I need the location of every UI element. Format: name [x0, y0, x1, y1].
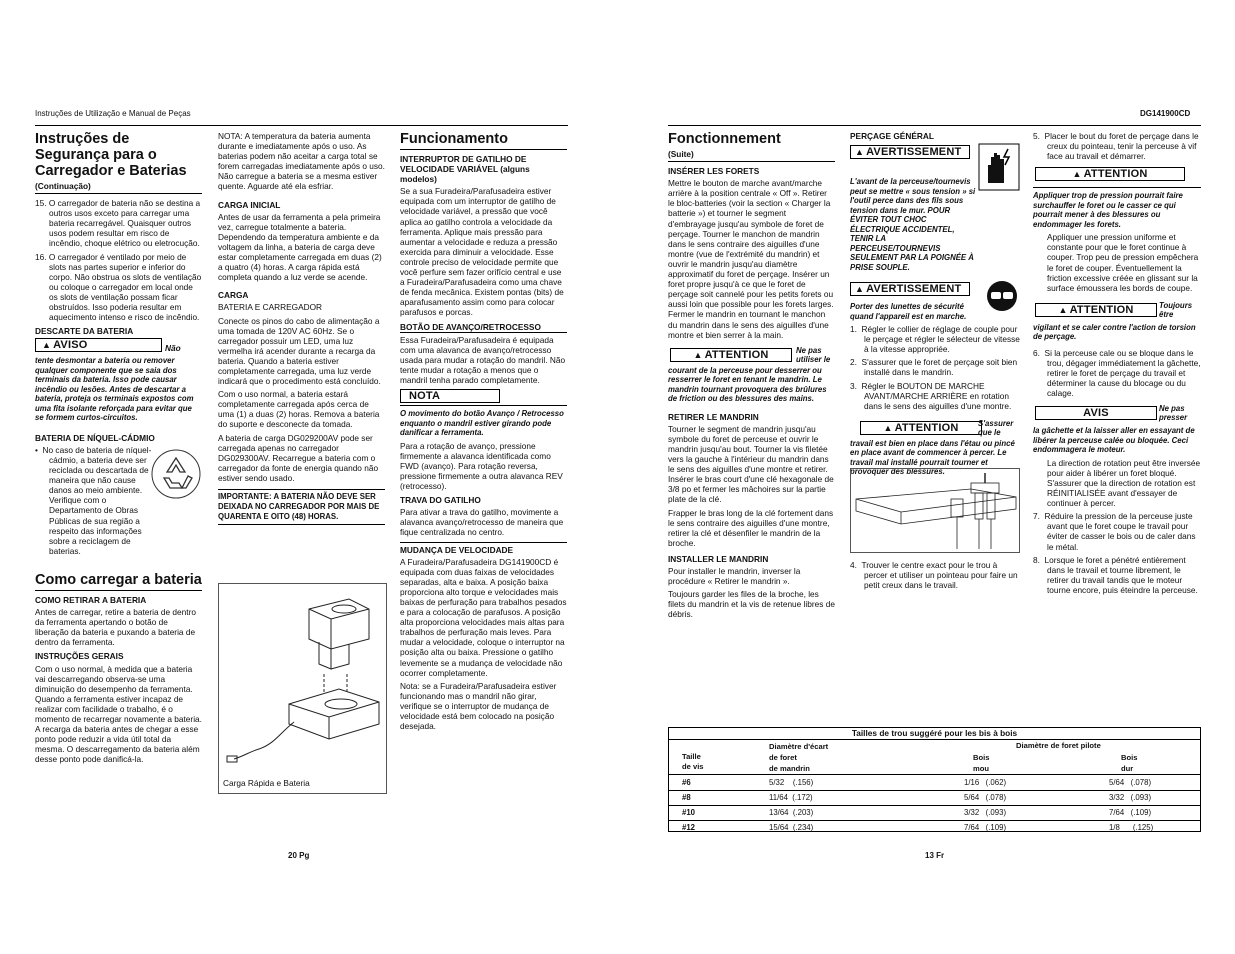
table-row	[668, 776, 1201, 791]
warning-triangle-icon: ▲	[693, 349, 703, 360]
warning-triangle-icon: ▲	[855, 147, 865, 158]
cell-soft: 1/16 (.062)	[964, 778, 1007, 787]
cell-soft: 5/64 (.078)	[964, 793, 1007, 802]
fr-installer-text-2: Toujours garder les files de la broche, les filets du mandrin et la vis de retenue libres de débris.	[668, 589, 835, 620]
pt-niquel-block	[35, 445, 202, 556]
fr-item-1: 1. Régler le collier de réglage de couple pour le perçage et régler le sélecteur de vitesse à la vitesse appropriée.	[850, 324, 1020, 355]
table-row	[668, 791, 1201, 806]
cell-size: #8	[682, 793, 691, 802]
fr-func-title: Fonctionnement	[668, 131, 781, 147]
cell-hard: 1/8 (.125)	[1109, 823, 1154, 832]
fr-item-8: 8. Lorsque le foret a pénétré entièrement dans le travail et tourne librement, le retirer du travail tandis que le moteur tourne encore, puis éteindre la perceuse.	[1033, 554, 1198, 595]
cell-hard: 5/64 (.078)	[1109, 778, 1152, 787]
pt-mudanca-text: A Furadeira/Parafusadeira DG141900CD é equipada com duas faixas de velocidades separadas, alta e baixa. A posição baixa proporciona alto torque e velocidades mais baixas de perfuração para trabalhos pesados e para a colocação de parafusos. A posição alta proporciona velocidades mais altas para trabalhos de perfuração mais leves. Para mudar a velocidade, coloque o interruptor na posição alta ou baixa. Pressione o gatilho levemente se a mudança de velocidade não ocorrer completamente.	[400, 556, 567, 678]
fr-attention-text-4: vigilant et se caler contre l'action de torsion de perçage.	[1033, 322, 1196, 342]
fr-retirer-text-2: Frapper le bras long de la clé fortement dans le sens contraire des aiguilles d'une montre, retirer la clé et désenfiler le mandrin de la broche.	[668, 507, 834, 548]
pt-retirar-text: Antes de carregar, retire a bateria de dentro da ferramenta apertando o botão de liberação da bateria e puxando a bateria de dentro da ferramenta.	[35, 607, 196, 648]
warning-triangle-icon: ▲	[1058, 304, 1068, 315]
cell-soft: 3/32 (.093)	[964, 808, 1007, 817]
pt-safety-title: Instruções de Segurança para o Carregador e Baterias	[35, 131, 187, 179]
header-right: DG141900CD	[1140, 109, 1191, 118]
pt-niquel-heading: BATERIA DE NÍQUEL-CÁDMIO	[35, 432, 155, 443]
th-bois-mou: Bois mou	[973, 753, 990, 773]
header-rule-right	[668, 125, 1201, 126]
pt-gerais-text: Com o uso normal, à medida que a bateria vai descarregando observa-se uma diminuição do desempenho da ferramenta. Quando a ferramenta estiver incapaz de realizar com facilidade o trabalho, é o momento de recarregar novamente a bateria. A recarga da bateria antes de chegar a esse ponto pode reduzir a vida útil total da mesma. O descarregamento da bateria além desse ponto pode danificá-la.	[35, 663, 202, 765]
pt-column-1	[35, 131, 202, 767]
warning-triangle-icon: ▲	[42, 340, 52, 351]
attention-text-start-4: Toujours être	[1159, 300, 1193, 319]
pt-retirar-heading: COMO RETIRAR A BATERIA	[35, 594, 147, 605]
fr-func-subtitle: (Suite)	[668, 149, 835, 162]
fr-avert-row-1	[850, 143, 1020, 181]
attention-text-start-2: S'assurer que le	[978, 418, 1014, 437]
charger-battery-illustration	[219, 584, 386, 774]
pt-mudanca-heading: MUDANÇA DE VELOCIDADE	[400, 542, 567, 555]
cell-clear: 5/32 (.156)	[769, 778, 814, 787]
pt-item-15: 15. O carregador de bateria não se destina a outros usos exceto para carregar uma bateria recarregável. Quaisquer outros usos podem resultar em risco de incêndio, choque elétrico ou eletrocução.	[35, 198, 201, 249]
fr-avis-row	[1033, 404, 1201, 426]
aviso-text-start: Não	[165, 343, 181, 354]
avis-label-box: AVIS	[1035, 406, 1157, 420]
avertissement-label-box-1: ▲ AVERTISSEMENT	[850, 145, 970, 159]
attention-label-box-4: ▲ ATTENTION	[1035, 303, 1157, 317]
cell-clear: 11/64 (.172)	[769, 793, 813, 802]
pt-column-3	[400, 131, 567, 734]
pt-carga-sub: BATERIA E CARREGADOR	[218, 302, 323, 313]
pt-avanco-text-2: Para a rotação de avanço, pressione firmemente a alavanca identificada como FWD (avanço). Para rotação reversa, pressione firmemente a outra alavanca REV (retrocesso).	[400, 440, 563, 492]
drilling-vise-illustration	[851, 469, 1019, 552]
nota-label-box: NOTA	[400, 389, 500, 403]
pt-interruptor-heading: INTERRUPTOR DE GATILHO DE VELOCIDADE VARIÁVEL (alguns modelos)	[400, 154, 530, 185]
charger-figure	[218, 583, 387, 794]
pt-carga-text-3: A bateria de carga DG029200AV pode ser carregada apenas no carregador DG029300AV. Recarregue a bateria com o carregador da fonte de energia quando não estiver sendo usado.	[218, 432, 379, 483]
cell-hard: 7/64 (.109)	[1109, 808, 1152, 817]
nota-rule	[400, 405, 567, 406]
header-rule-left	[35, 125, 568, 126]
attention-rule-3	[1033, 187, 1201, 188]
fr-attention-text-1: courant de la perceuse pour desserrer ou resserrer le foret en tenant le mandrin. Le mandrin tournant provoquera des brûlures de friction ou des blessures des mains.	[668, 365, 827, 404]
cell-soft: 7/64 (.109)	[964, 823, 1007, 832]
fr-item-5: 5. Placer le bout du foret de perçage dans le creux du pointeau, tenir la perceuse à vif face au travail et démarrer.	[1033, 131, 1199, 162]
fr-direction-text: La direction de rotation peut être inversée pour aider à libérer un foret bloqué. S'assurer que la direction de rotation est RÉINITIALISÉE avant d'essayer de continuer à percer.	[1047, 457, 1201, 509]
fr-column-1	[668, 131, 835, 622]
pt-func-title: Funcionamento	[400, 131, 567, 150]
pt-interruptor-text: Se a sua Furadeira/Parafusadeira estiver equipada com um interruptor de gatilho de velocidade variável, a pressão que você aplica ao gatilho controla a velocidade da ferramenta. Aplique mais pressão para aumentar a velocidade e reduza a pressão exercida para diminuir a velocidade. Esse controle preciso de velocidade permite que você perfure sem fazer orifício central e use a Furadeira/Parafusadeira como uma chave de fenda mecânica. Existem pontas (bits) de aparafusamento assim como para colocar parafusos e porcas.	[400, 186, 564, 318]
cell-clear: 13/64 (.203)	[769, 808, 814, 817]
pt-importante: IMPORTANTE: A BATERIA NÃO DEVE SER DEIXADA NO CARREGADOR POR MAIS DE QUARENTA E OITO (48) HORAS.	[218, 489, 385, 525]
pt-mudanca-nota: Nota: se a Furadeira/Parafusadeira estiver funcionando mas o mandril não girar, verifique se o interruptor de mudança de velocidade está bem colocado na posição desejada.	[400, 680, 557, 732]
fr-item-2: 2. S'assurer que le foret de perçage soit bien installé dans le mandrin.	[850, 357, 1018, 378]
fr-installer-text-1: Pour installer le mandrin, inverser la procédure « Retirer le mandrin ».	[668, 566, 801, 587]
cell-clear: 15/64 (.234)	[769, 823, 814, 832]
pt-niquel-text: • No caso de bateria de níquel-cádmio, a bateria deve ser reciclada ou descartada de maneira que não cause danos ao meio ambiente. Verifique com o Departamento de Obras Públicas de sua região a respeito das informações sobre a reciclagem de baterias.	[35, 444, 152, 556]
pt-nota-row	[400, 389, 567, 403]
pt-nota-text: O movimento do botão Avanço / Retrocesso enquanto o mandril estiver girando pode danificar a ferramenta.	[400, 409, 564, 438]
warning-triangle-icon: ▲	[855, 284, 865, 295]
fr-attention-text-2: travail est bien en place dans l'étau ou pincé en place avant de commencer à percer. Le travail mal installé pourrait tourner et provoquer des blessures.	[850, 438, 1015, 477]
fr-pression-text: Appliquer une pression uniforme et constante pour que le foret continue à couper. Trop peu de pression empêchera le foret de couper. Éventuellement la friction excessive créée en glissant sur la surface émoussera les bords de coupe.	[1047, 232, 1199, 293]
pt-inicial-text: Antes de usar da ferramenta a pela primeira vez, carregue totalmente a bateria. Dependendo da temperatura ambiente e da voltagem da linha, a bateria de carga deve estar completamente carregada em duas (2) a quatro (4) horas. A carga rápida está completa quando a luz verde se acende.	[218, 211, 382, 283]
attention-label-box-2: ▲ ATTENTION	[860, 421, 982, 435]
table-title: Tailles de trou suggéré pour les bis à bois	[668, 728, 1201, 740]
table-row	[668, 806, 1201, 821]
electric-shock-hand-icon	[978, 143, 1020, 191]
fr-avert-text-2: Porter des lunettes de sécurité quand l'appareil est en marche.	[850, 302, 967, 321]
pt-trava-heading: TRAVA DO GATILHO	[400, 495, 481, 506]
header-left: Instruções de Utilização e Manual de Peças	[35, 109, 191, 118]
table-body	[668, 776, 1201, 835]
th-bois-dur: Bois dur	[1121, 753, 1138, 773]
pt-page-number: 20 Pg	[288, 851, 310, 860]
pt-column-2	[218, 131, 385, 528]
pt-inicial-heading: CARGA INICIAL	[218, 199, 281, 210]
fr-retirer-text-1: Tourner le segment de mandrin jusqu'au symbole du foret de perceuse et ouvrir le mandrin jusqu'au bout. Tourner la vis filetée vers la gauche à l'intérieur du mandrin dans le sens des aiguilles d'une montre et retirer. Insérer le bras court d'une clé hexagonale de 3/8 po et fermer les mâchoires sur la partie plate de la clé.	[668, 423, 834, 505]
cell-size: #6	[682, 778, 691, 787]
pt-aviso-text: tente desmontar a bateria ou remover qualquer componente que se saia dos terminais da bateria. Isso pode causar incêndio ou lesões. Antes de descartar a bateria, proteja os terminais expostos com uma fita isolante reforçada para evitar que se formem curtos-circuitos.	[35, 356, 194, 423]
pt-item-16: 16. O carregador é ventilado por meio de slots nas partes superior e inferior do corpo. Não obstrua os slots de ventilação ou coloque o carregador em local onde os slots de ventilação possam ficar obstruídos. Isso poderia resultar em aquecimento intenso e risco de incêndio.	[35, 251, 202, 323]
fr-percage-heading: PERÇAGE GÉNÉRAL	[850, 131, 934, 141]
safety-goggles-icon	[986, 280, 1018, 312]
warning-triangle-icon: ▲	[1072, 169, 1082, 180]
cell-size: #12	[682, 823, 696, 832]
fr-installer-heading: INSTALLER LE MANDRIN	[668, 553, 769, 564]
table-header-rule	[668, 774, 1201, 775]
pt-nota-temperatura: NOTA: A temperatura da bateria aumenta durante e imediatamente após o uso. As baterias podem não aceitar a carga total se forem carregadas imediatamente após o uso. Não carregue a bateria se a mesma estiver quente. Aguarde até ela esfriar.	[218, 131, 385, 192]
pt-carga-text-2: Com o uso normal, a bateria estará completamente carregada após cerca de uma (1) a duas (2) horas. Remova a bateria do suporte e desconecte da tomada.	[218, 389, 380, 430]
fr-item-3: 3. Régler le BOUTON DE MARCHE AVANT/MARCHE ARRIÈRE en rotation dans le sens des aiguilles d'une montre.	[850, 380, 1012, 411]
th-taille: Taille de vis	[682, 752, 704, 771]
fr-item-7: 7. Réduire la pression de la perceuse juste avant que le foret coupe le travail pour éviter de casser le bois ou de caler dans le métal.	[1033, 511, 1196, 552]
charger-caption: Carga Rápida e Bateria	[223, 778, 310, 788]
pt-avanco-text: Essa Furadeira/Parafusadeira é equipada com uma alavanca de avanço/retrocesso usada para mudar a rotação do mandril. Não tente mudar a rotação a menos que o mandril tenha parado completamente.	[400, 334, 566, 385]
fr-attention-text-3: Appliquer trop de pression pourrait faire surchauffer le foret ou le casser ce qui pourrait mener à des blessures ou endommager les forets.	[1033, 191, 1183, 229]
fr-column-2	[850, 131, 1020, 480]
recycle-icon	[150, 448, 202, 500]
cell-size: #10	[682, 808, 696, 817]
fr-attention-row-1	[668, 346, 835, 366]
avertissement-label-box-2: ▲ AVERTISSEMENT	[850, 282, 970, 296]
fr-avis-text: la gâchette et la laisser aller en essayant de libérer la perceuse calée ou bloquée. Ceci endommagera le moteur.	[1033, 426, 1195, 455]
pt-avanco-heading: BOTÃO DE AVANÇO/RETROCESSO	[400, 322, 567, 333]
drilling-figure	[850, 468, 1020, 553]
cell-hard: 3/32 (.093)	[1109, 793, 1152, 802]
fr-item-6: 6. Si la perceuse cale ou se bloque dans le trou, dégager immédiatement la gâchette, retirer le foret de perçage du travail et déterminer la cause du blocage ou du calage.	[1033, 347, 1201, 399]
attention-text-start: Ne pas utiliser le	[796, 345, 831, 364]
avis-text-start: Ne pas presser	[1159, 404, 1188, 423]
fr-item-4: 4. Trouver le centre exact pour le trou à percer et utiliser un pointeau pour faire un petit creux dans le travail.	[850, 560, 1018, 591]
fr-page-number: 13 Fr	[925, 851, 945, 860]
pt-trava-text: Para ativar a trava do gatilho, movimente a alavanca avanço/retrocesso de maneira que fique centralizada no centro.	[400, 507, 564, 538]
pt-carga-heading: CARGA	[218, 290, 249, 301]
fr-avert-row-2	[850, 280, 1020, 302]
fr-column-2b	[850, 560, 1020, 593]
pt-charge-title: Como carregar a bateria	[35, 572, 202, 591]
attention-label-box: ▲ ATTENTION	[670, 348, 792, 362]
table-row	[668, 821, 1201, 835]
pt-safety-subtitle: (Continuação)	[35, 181, 202, 194]
fr-inserer-heading: INSÉRER LES FORETS	[668, 166, 760, 177]
pt-descarte-heading: DESCARTE DA BATERIA	[35, 326, 134, 337]
fr-attention-row-3	[1033, 165, 1201, 185]
fr-attention-row-4	[1033, 301, 1201, 323]
pt-gerais-heading: INSTRUÇÕES GERAIS	[35, 651, 124, 662]
th-diametre: Diamètre d'écart de foret de mandrin	[769, 742, 829, 773]
attention-label-box-3: ▲ ATTENTION	[1035, 167, 1185, 181]
fr-attention-row-2	[850, 419, 1020, 439]
fr-avert-text-1a: L'avant de la perceuse/tournevis peut se mettre « sous tension » si l'outil perce dans des fils sous tension dans le mur. POUR ÉVITER TOUT CHOC ÉLECTRIQUE ACCIDENTEL, TENIR LA PERCEUSE/TOURNEVIS SEULEMENT PAR LA POIGNÉE À PRISE SOUPLE.	[850, 177, 976, 272]
pt-carga-text-1: Conecte os pinos do cabo de alimentação a uma tomada de 120V AC 60Hz. Se o carregador possuir um LED, uma luz vermelha irá acender durante a recarga da bateria. Quando a bateria estiver completamente carregada, uma luz verde indicará que o procedimento está concluído.	[218, 315, 381, 387]
aviso-label-box: ▲ AVISO	[35, 338, 162, 352]
warning-triangle-icon: ▲	[883, 422, 893, 433]
th-pilote: Diamètre de foret pilote	[1016, 741, 1101, 750]
fr-inserer-text: Mettre le bouton de marche avant/marche arrière à la position centrale « Off ». Retirer le bloc-batteries (voir la section « Charger la batterie ») et tourner le segment d'embrayage jusqu'au symbole de foret de perçage. Tourner le manchon de mandrin dans le sens contraire des aiguilles d'une montre (vue de l'extrémité du mandrin) et ouvrir le mandrin jusqu'au diamètre approximatif du foret de perçage. Insérer un foret propre jusqu'à ce que le foret de perçage soit cannelé pour les petits forets ou aussi loin que possible pour les forets larges. Fermer le mandrin en tournant le manchon du mandrin dans le sens des aiguilles d'une montre et bien serrer à la main.	[668, 178, 834, 340]
fr-retirer-heading: RETIRER LE MANDRIN	[668, 411, 759, 422]
pt-aviso-row	[35, 338, 202, 356]
fr-column-3	[1033, 131, 1201, 598]
